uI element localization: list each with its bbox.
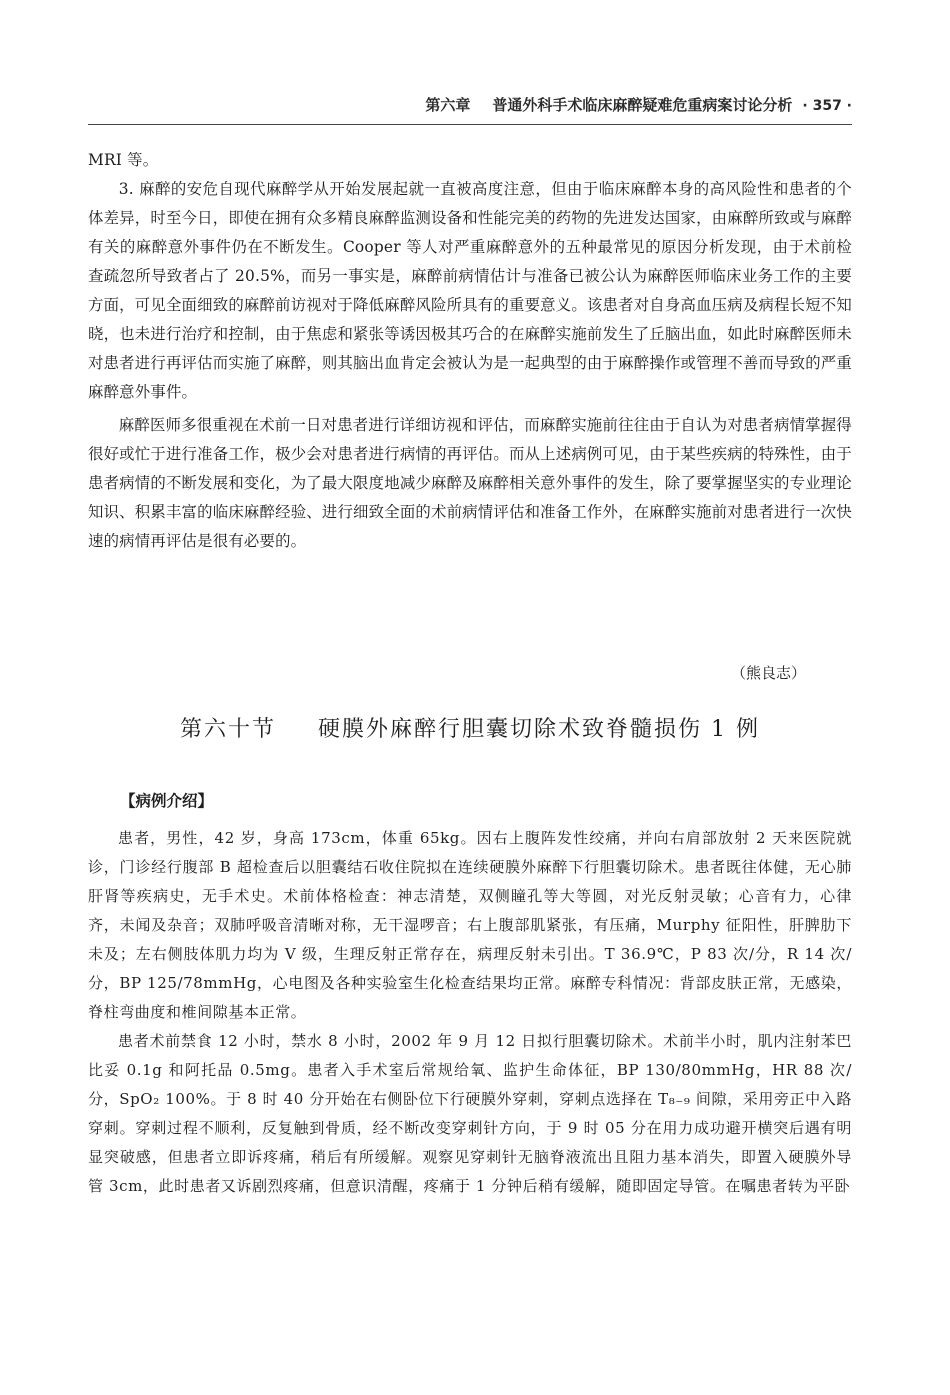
header-rule [88,124,852,125]
section-number: 第六十节 [179,717,276,742]
chapter-title: 普通外科手术临床麻醉疑难危重病案讨论分析 [492,96,793,114]
running-header [88,94,852,115]
discussion-text [88,146,852,556]
case-paragraph-1: 患者，男性，42 岁，身高 173cm，体重 65kg。因右上腹阵发性绞痛，并向右肩部放射 2 天来医院就诊，门诊经行腹部 B 超检查后以胆囊结石收住院拟在连续硬膜外麻醉下行胆囊切除术。患者既往体健，无心肺肝肾等疾病史，无手术史。术前体格检查：神志清楚，双侧瞳孔等大等圆，对光反射灵敏；心音有力，心律齐，未闻及杂音；双肺呼吸音清晰对称，无干湿啰音；右上腹部肌紧张，有压痛，Murphy 征阳性，肝脾肋下未及；左右侧肢体肌力均为 V 级，生理反射正常存在，病理反射未引出。T 36.9℃，P 83 次/分，R 14 次/分，BP 125/78mmHg，心电图及各种实验室生化检查结果均正常。麻醉专科情况：背部皮肤正常，无感染，脊柱弯曲度和椎间隙基本正常。 [88,829,852,1021]
paragraph-continuation: MRI 等。 [88,151,159,169]
section-heading [88,712,852,743]
section-title: 硬膜外麻醉行胆囊切除术致脊髓损伤 1 例 [318,717,760,742]
case-paragraph-2: 患者术前禁食 12 小时，禁水 8 小时，2002 年 9 月 12 日拟行胆囊切除术。术前半小时，肌内注射苯巴比妥 0.1g 和阿托品 0.5mg。患者入手术室后常规给氧、监护生命体征，BP 130/80mmHg，HR 88 次/分，SpO₂ 100%。于 8 时 40 分开始在右侧卧位下行硬膜外穿刺，穿刺点选择在 T₈₋₉ 间隙，采用旁正中入路穿刺。穿刺过程不顺利，反复触到骨质，经不断改变穿刺针方向，于 9 时 05 分在用力成功避开横突后遇有明显突破感，但患者立即诉疼痛，稍后有所缓解。观察见穿刺针无脑脊液流出且阻力基本消失，即置入硬膜外导管 3cm，此时患者又诉剧烈疼痛，但意识清醒，疼痛于 1 分钟后稍有缓解，随即固定导管。在嘱患者转为平卧 [88,1032,852,1195]
paragraph-point-3: 3. 麻醉的安危自现代麻醉学从开始发展起就一直被高度注意，但由于临床麻醉本身的高风险性和患者的个体差异，时至今日，即使在拥有众多精良麻醉监测设备和性能完美的药物的先进发达国家，由麻醉所致或与麻醉有关的麻醉意外事件仍在不断发生。Cooper 等人对严重麻醉意外的五种最常见的原因分析发现，由于术前检查疏忽所导致者占了 20.5%，而另一事实是，麻醉前病情估计与准备已被公认为麻醉医师临床业务工作的主要方面，可见全面细致的麻醉前访视对于降低麻醉风险所具有的重要意义。该患者对自身高血压病及病程长短不知晓，也未进行治疗和控制，由于焦虑和紧张等诱因极其巧合的在麻醉实施前发生了丘脑出血，如此时麻醉医师未对患者进行再评估而实施了麻醉，则其脑出血肯定会被认为是一起典型的由于麻醉操作或管理不善而导致的严重麻醉意外事件。 [88,180,852,401]
case-intro-heading: 【病例介绍】 [120,792,214,810]
author-signature: （熊良志） [730,664,806,682]
paragraph-conclusion: 麻醉医师多很重视在术前一日对患者进行详细访视和评估，而麻醉实施前往往由于自认为对患者病情掌握得很好或忙于进行准备工作，极少会对患者进行病情的再评估。而从上述病例可见，由于某些疾病的特殊性，由于患者病情的不断发展和变化，为了最大限度地减少麻醉及麻醉相关意外事件的发生，除了要掌握坚实的专业理论知识、积累丰富的临床麻醉经验、进行细致全面的术前病情评估和准备工作外，在麻醉实施前对患者进行一次快速的病情再评估是很有必要的。 [88,416,852,550]
chapter-label: 第六章 [425,96,471,114]
page-number: · 357 · [802,98,852,114]
case-text [88,824,852,1201]
